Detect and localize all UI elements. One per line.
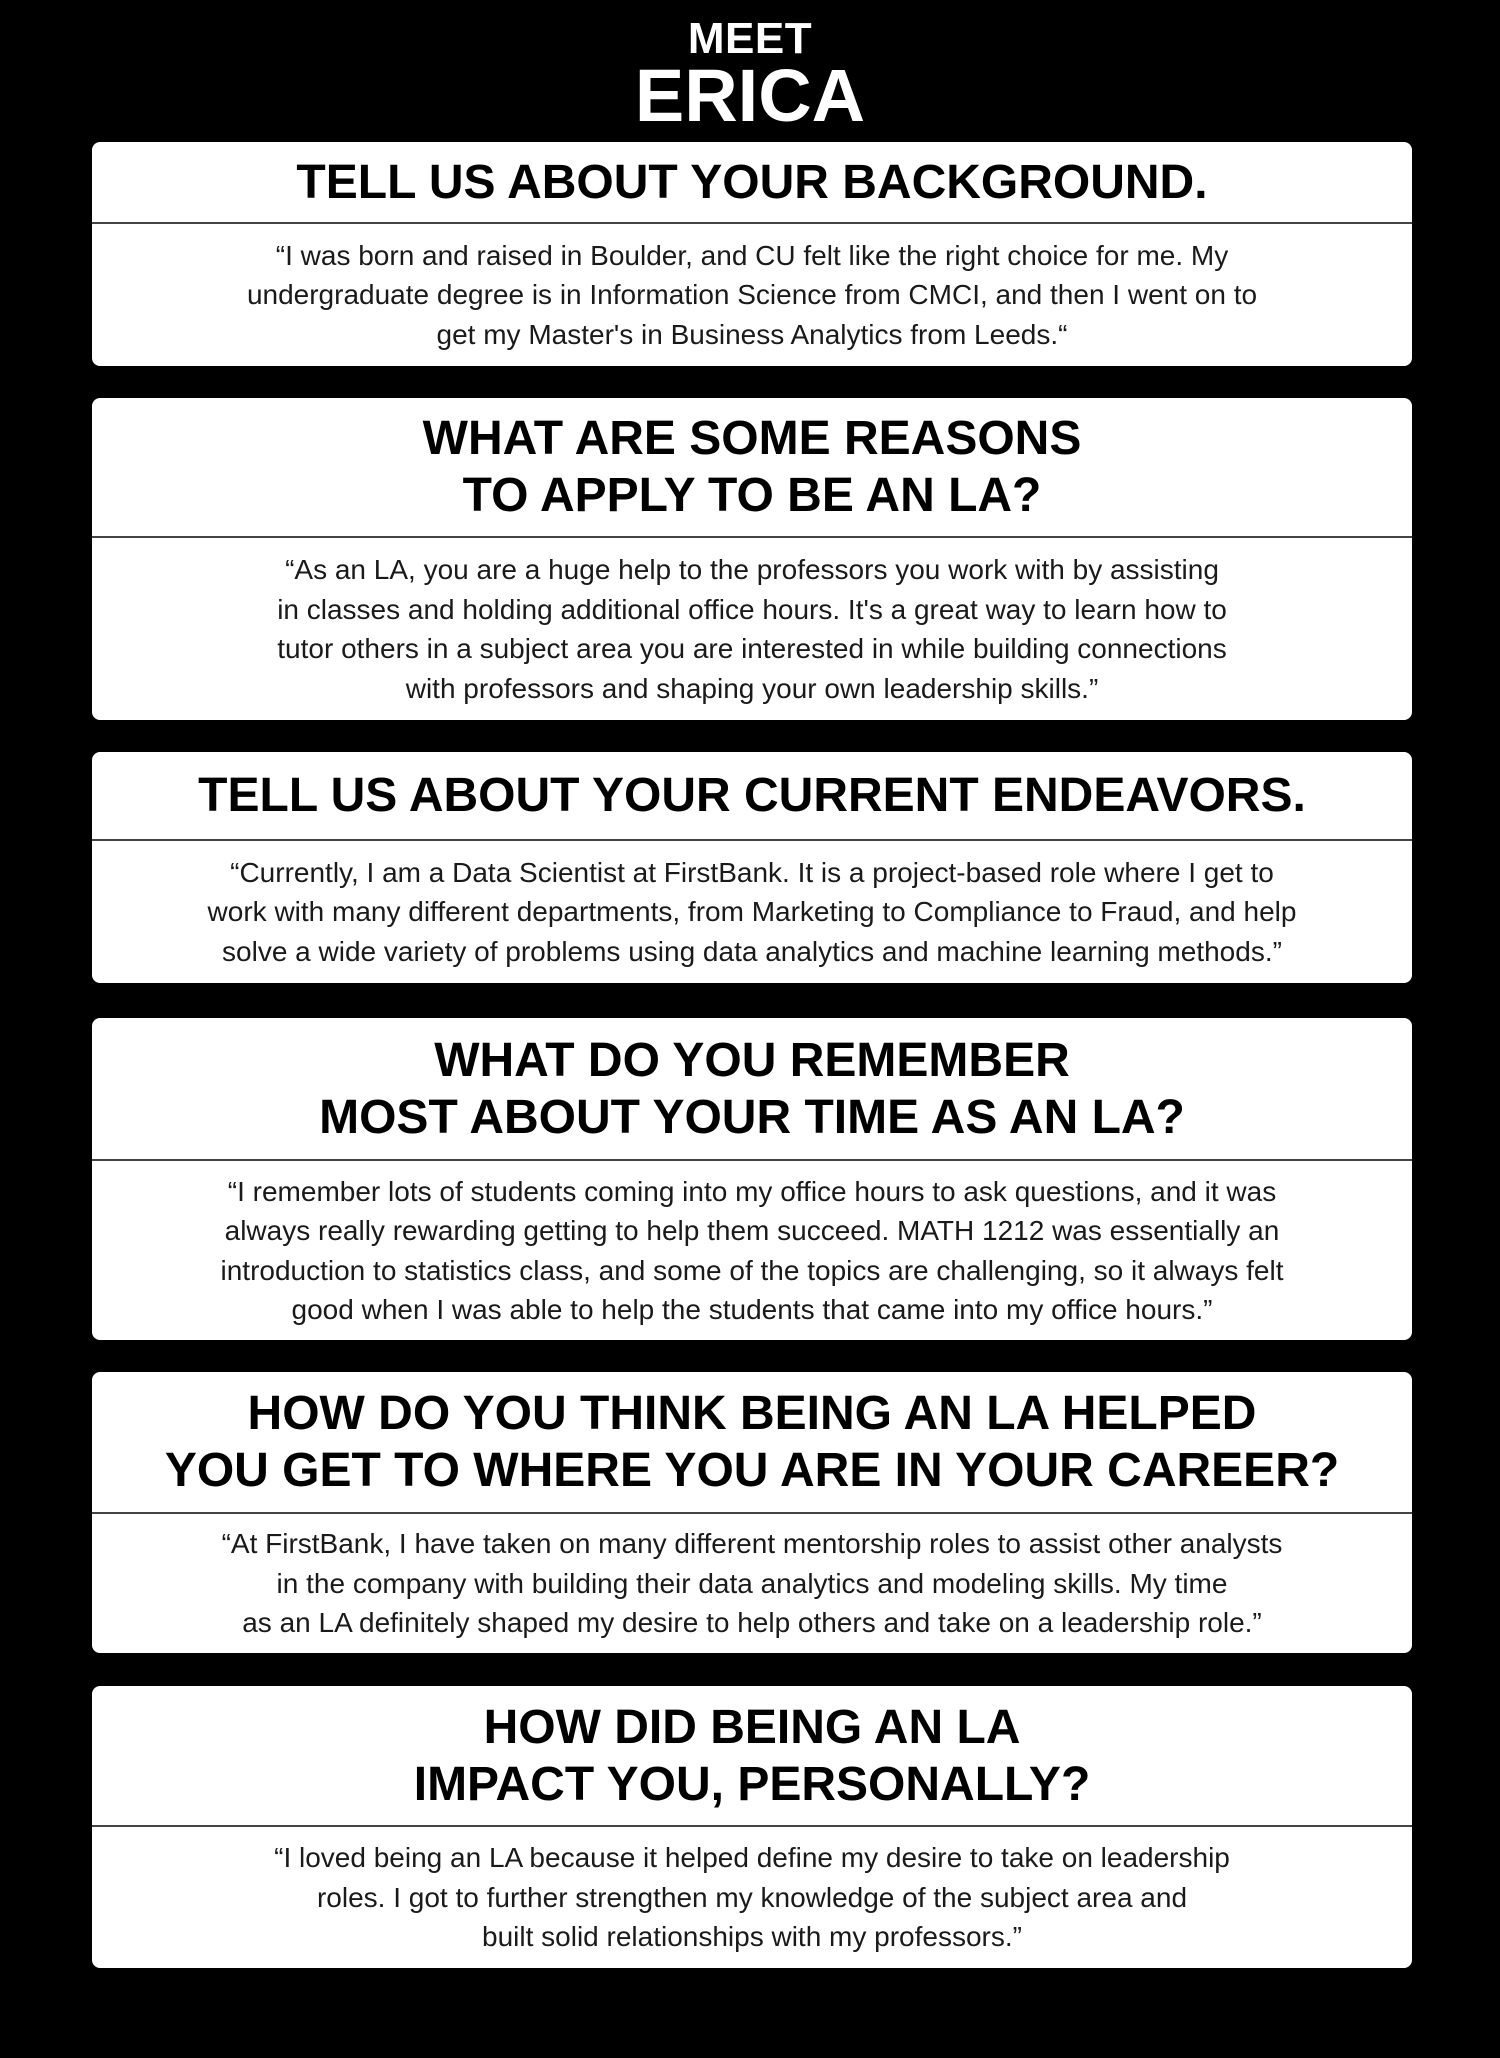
question-text: WHAT ARE SOME REASONS TO APPLY TO BE AN LA?: [422, 412, 1082, 522]
header-name-title: ERICA: [634, 54, 866, 137]
header-meet-label: MEET: [687, 14, 813, 63]
qa-card-remember: [92, 1018, 1412, 1340]
qa-card-endeavors: [92, 752, 1412, 983]
question-header: [92, 1372, 1412, 1514]
question-text: HOW DO YOU THINK BEING AN LA HELPED YOU GET TO WHERE YOU ARE IN YOUR CAREER?: [164, 1387, 1340, 1497]
answer-text: “Currently, I am a Data Scientist at FirstBank. It is a project-based role where I get to work with many different departments, from Marketing to Compliance to Fraud, and help solve a wide variety of problems using data analytics and machine learning methods.”: [207, 856, 1297, 967]
page-header: [0, 0, 1500, 140]
qa-card-reasons: [92, 398, 1412, 720]
qa-card-personally: [92, 1686, 1412, 1968]
answer-body: [92, 1827, 1412, 1968]
question-text: HOW DID BEING AN LA IMPACT YOU, PERSONALLY?: [413, 1700, 1091, 1811]
question-header: [92, 398, 1412, 538]
answer-text: “I remember lots of students coming into my office hours to ask questions, and it was always really rewarding getting to help them succeed. MATH 1212 was essentially an introduction to statistics class, and some of the topics are challenging, so it always felt good when I was able to help the students that came into my office hours.”: [220, 1175, 1284, 1325]
question-header: [92, 1686, 1412, 1827]
question-text: WHAT DO YOU REMEMBER MOST ABOUT YOUR TIME AS AN LA?: [319, 1033, 1185, 1144]
answer-text: “I was born and raised in Boulder, and CU felt like the right choice for me. My undergraduate degree is in Information Science from CMCI, and then I went on to get my Master's in Business Analytics from Leeds.“: [246, 239, 1258, 350]
answer-body: [92, 1161, 1412, 1340]
answer-body: [92, 224, 1412, 366]
question-text: TELL US ABOUT YOUR BACKGROUND.: [296, 155, 1208, 209]
answer-text: “As an LA, you are a huge help to the professors you work with by assisting in classes and holding additional office hours. It's a great way to learn how to tutor others in a subject area you are interested in while building connections with professors and shaping your own leadership skills.”: [277, 554, 1227, 704]
qa-card-career: [92, 1372, 1412, 1653]
question-header: [92, 142, 1412, 224]
question-header: [92, 1018, 1412, 1161]
answer-body: [92, 1514, 1412, 1653]
answer-body: [92, 841, 1412, 983]
answer-text: “At FirstBank, I have taken on many different mentorship roles to assist other analysts in the company with building their data analytics and modeling skills. My time as an LA definitely shaped my desire to help others and take on a leadership role.”: [221, 1528, 1283, 1639]
answer-text: “I loved being an LA because it helped define my desire to take on leadership roles. I got to further strengthen my knowledge of the subject area and built solid relationships with my professors.”: [274, 1842, 1230, 1953]
question-header: [92, 752, 1412, 841]
answer-body: [92, 538, 1412, 720]
qa-card-background: [92, 142, 1412, 366]
question-text: TELL US ABOUT YOUR CURRENT ENDEAVORS.: [198, 769, 1306, 822]
